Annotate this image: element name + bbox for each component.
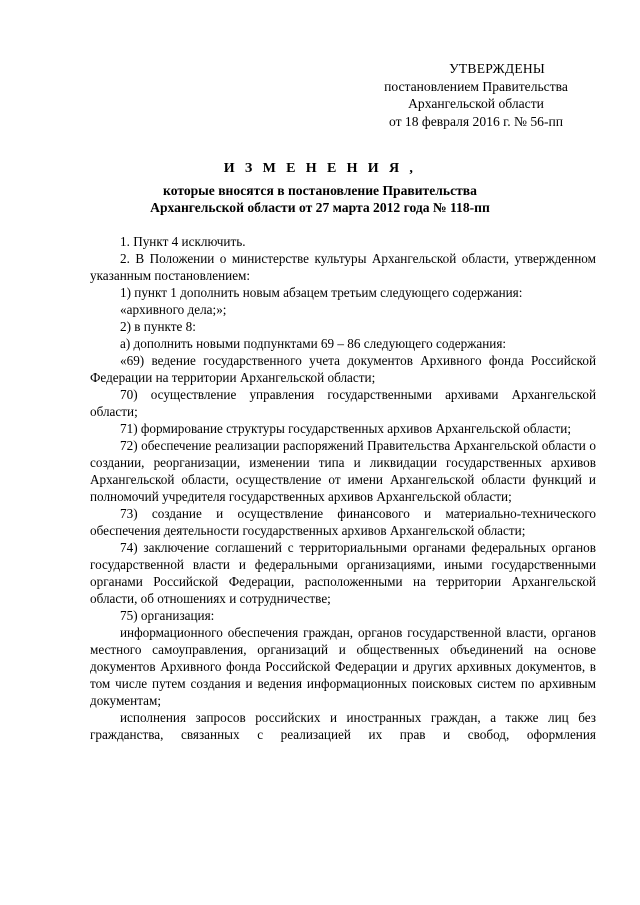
paragraph-12: 74) заключение соглашений с территориальными органами федеральных органов государственной власти и федеральными организациями, иными государственными органами Российской Федерации, расположенными на территории Архангельской области, об отношениях и сотрудничестве; <box>90 540 596 606</box>
paragraph-7: «69) ведение государственного учета документов Архивного фонда Российской Федерации на территории Архангельской области; <box>90 353 596 385</box>
document-body <box>90 233 596 743</box>
title-line-2: Архангельской области от 27 марта 2012 года № 118-пп <box>150 200 490 215</box>
paragraph-5: 2) в пункте 8: <box>120 319 196 334</box>
title-heading: И З М Е Н Е Н И Я , <box>223 161 417 176</box>
paragraph-9: 71) формирование структуры государственных архивов Архангельской области; <box>120 421 571 436</box>
approval-line-1: постановлением Правительства <box>384 78 568 94</box>
paragraph-15: исполнения запросов российских и иностранных граждан, а также лиц без гражданства, связанных с реализацией их прав и свобод, оформления <box>90 710 596 742</box>
paragraph-3: 1) пункт 1 дополнить новым абзацем третьим следующего содержания: <box>120 285 523 300</box>
document-title <box>94 160 546 217</box>
approval-block <box>360 60 592 130</box>
paragraph-8: 70) осуществление управления государственными архивами Архангельской области; <box>90 387 596 419</box>
title-line-1: которые вносятся в постановление Правительства <box>163 182 477 198</box>
paragraph-2: 2. В Положении о министерстве культуры Архангельской области, утвержденном указанным постановлением: <box>90 251 596 283</box>
paragraph-1: 1. Пункт 4 исключить. <box>120 234 246 249</box>
paragraph-14: информационного обеспечения граждан, органов государственной власти, органов местного самоуправления, организаций и общественных объединений на основе документов Архивного фонда Российской Федерации и других архивных документов, в том числе путем создания и ведения информационных поисковых систем по архивным документам; <box>90 625 596 708</box>
paragraph-11: 73) создание и осуществление финансового и материально-технического обеспечения деятельности государственных архивов Архангельской области; <box>90 506 596 538</box>
paragraph-13: 75) организация: <box>120 608 215 623</box>
paragraph-4: «архивного дела;»; <box>120 302 227 317</box>
approval-line-3: от 18 февраля 2016 г. № 56-пп <box>388 113 564 129</box>
approval-line-2: Архангельской области <box>408 96 544 111</box>
approval-stamp: УТВЕРЖДЕНЫ <box>449 61 545 76</box>
paragraph-6: а) дополнить новыми подпунктами 69 – 86 следующего содержания: <box>120 336 507 351</box>
paragraph-10: 72) обеспечение реализации распоряжений Правительства Архангельской области о создании, реорганизации, изменении типа и ликвидации государственных архивов Архангельской области, осуществление от имени Архангельской области функций и полномочий учредителя государственных архивов Архангельской области; <box>90 438 596 504</box>
